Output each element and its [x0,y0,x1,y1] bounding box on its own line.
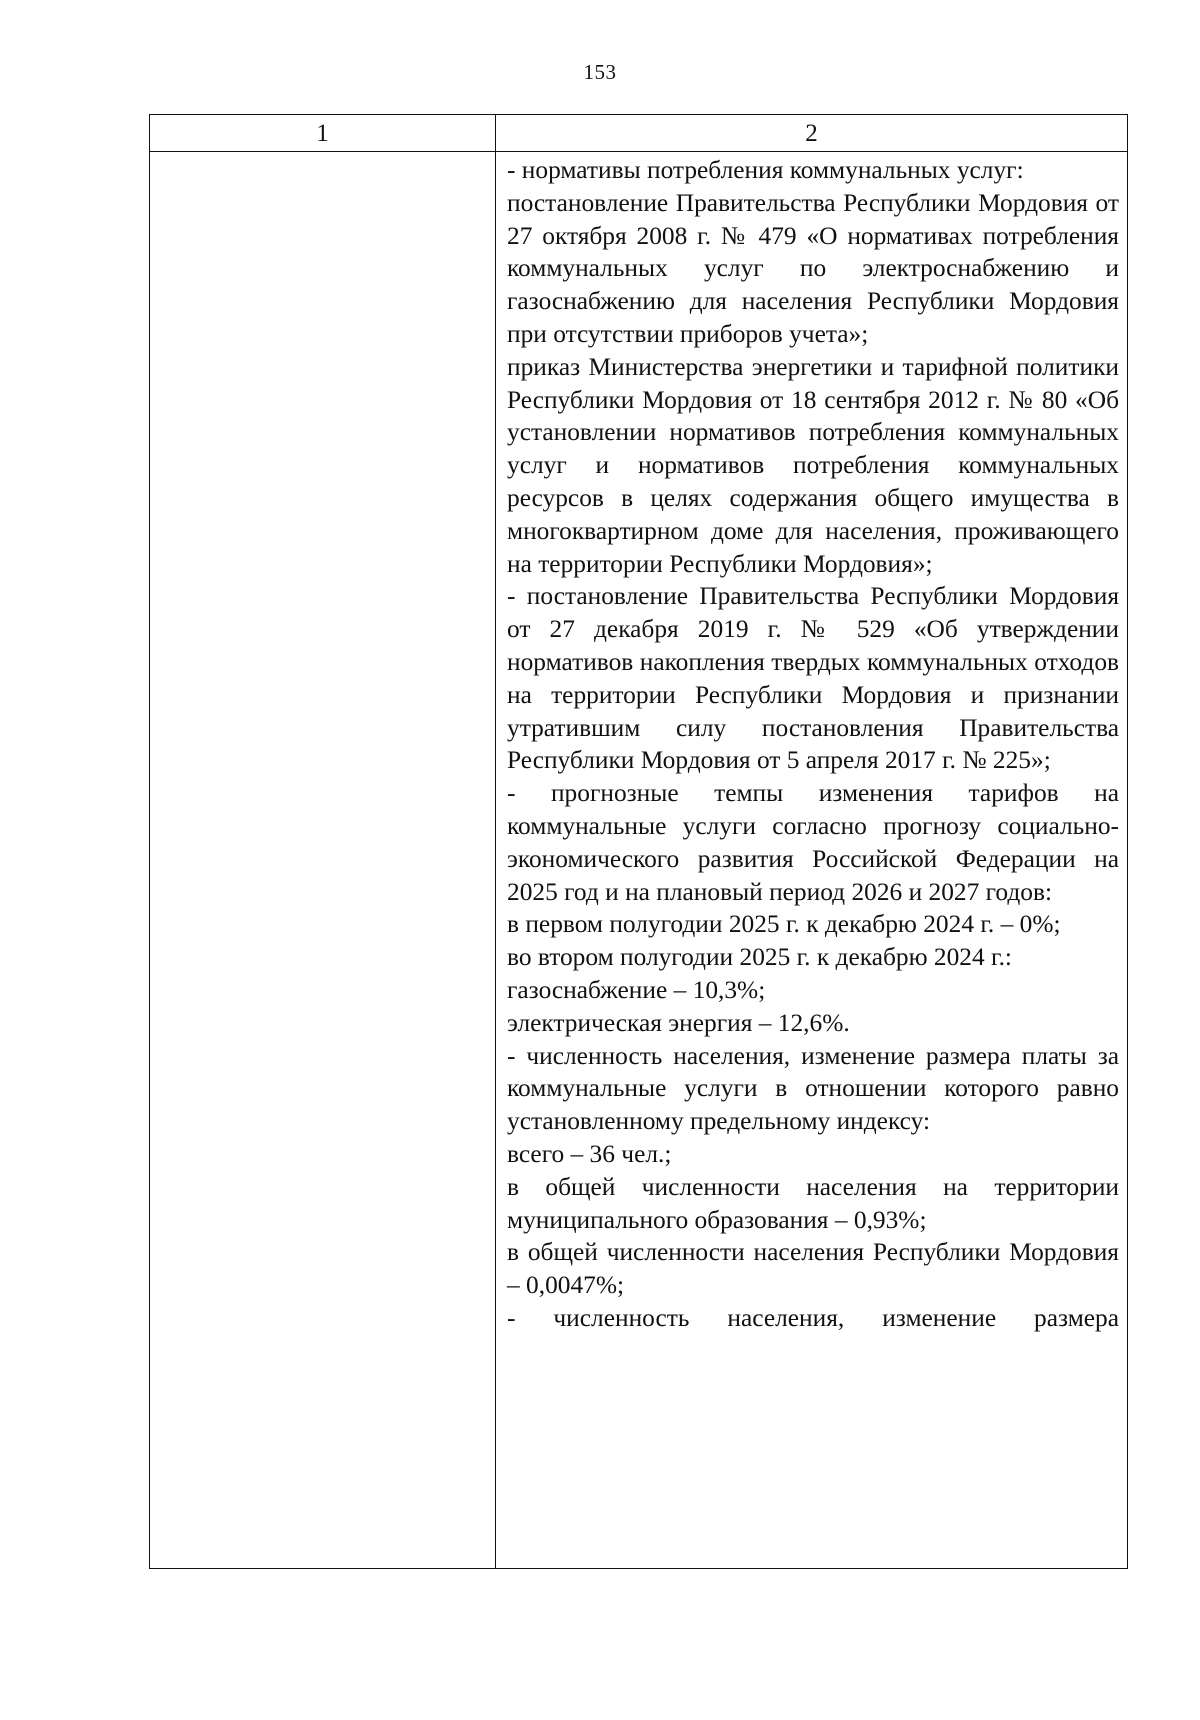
paragraph-tariff-forecast: - прогнозные темпы изменения тарифов на коммунальные услуги согласно прогнозу социально-экономического развития Российской Федерации на 2025 год и на плановый период 2026 и 2027 годов: [507,779,1119,906]
paragraph-utility-norms-heading: - нормативы потребления коммунальных услуг: [507,156,1024,184]
column-2-content [507,154,1119,1335]
paragraph-population-total: всего – 36 чел.; [507,1139,672,1168]
paragraph-share-republic: в общей численности населения Республики Мордовия – 0,0047%; [507,1238,1119,1300]
table-header-row [150,115,1127,152]
paragraph-gas-supply: газоснабжение – 10,3%; [507,975,766,1004]
paragraph-second-half-2025: во втором полугодии 2025 г. к декабрю 2024 г.: [507,943,1012,972]
document-table [149,114,1128,1569]
paragraph-resolution-479: постановление Правительства Республики Мордовия от 27 октября 2008 г. № 479 «О нормативах потребления коммунальных услуг по электроснабжению и газоснабжению для населения Республики Мордовия при отсутствии приборов учета»; [507,188,1119,348]
paragraph-population-at-limit: - численность населения, изменение размера платы за коммунальные услуги в отношении которого равно установленному предельному индексу: [507,1041,1119,1136]
paragraph-share-municipality: в общей численности населения на территории муниципального образования – 0,93%; [507,1172,1119,1234]
page-number: 153 [583,60,617,84]
paragraph-resolution-529: - постановление Правительства Республики Мордовия от 27 декабря 2019 г. № 529 «Об утверждении нормативов накопления твердых коммунальных отходов на территории Республики Мордовия и признании утратившим силу постановления Правительства Республики Мордовия от 5 апреля 2017 г. № 225»; [507,582,1119,775]
column-header-1: 1 [316,120,329,147]
column-header-2: 2 [805,120,818,147]
paragraph-population-continued: - численность населения, изменение размера [507,1303,1119,1332]
paragraph-order-80: приказ Министерства энергетики и тарифной политики Республики Мордовия от 18 сентября 2012 г. № 80 «Об установлении нормативов потребления коммунальных услуг и нормативов потребления коммунальных ресурсов в целях содержания общего имущества в многоквартирном доме для населения, проживающего на территории Республики Мордовия»; [507,352,1119,578]
paragraph-first-half-2025: в первом полугодии 2025 г. к декабрю 2024 г. – 0%; [507,910,1061,939]
column-divider [495,115,496,1568]
paragraph-electric-energy: электрическая энергия – 12,6%. [507,1008,850,1037]
